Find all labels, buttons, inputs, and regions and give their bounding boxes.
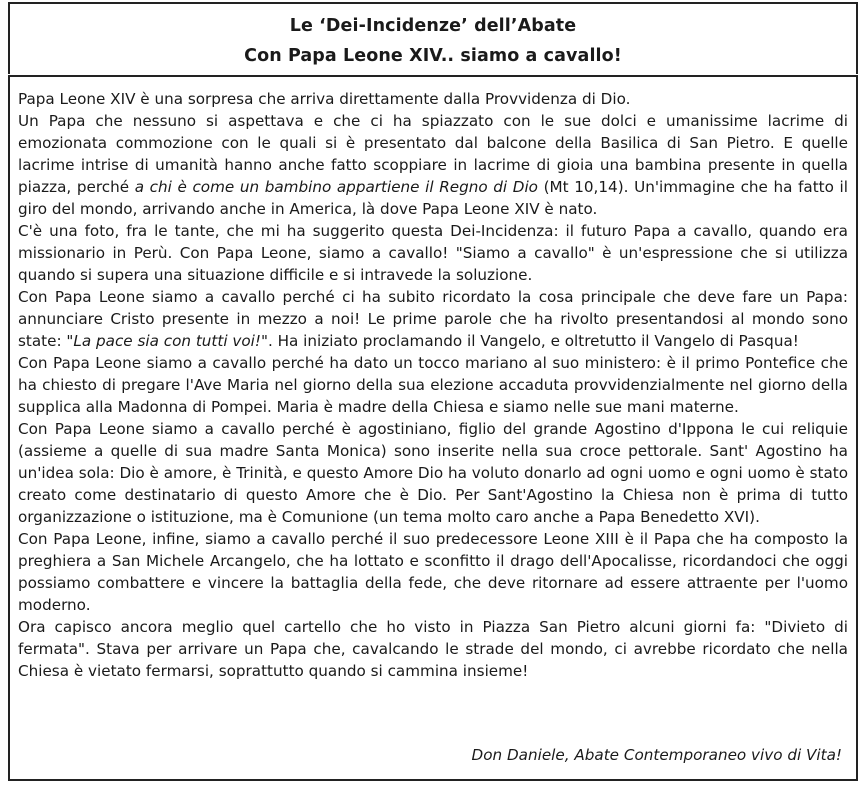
gospel-quote: a chi è come un bambino appartiene il Regno di Dio [134, 178, 538, 196]
paragraph-announce-text-b: . Ha iniziato proclamando il Vangelo, e oltretutto il Vangelo di Pasqua! [267, 332, 799, 350]
article-title: Le ‘Dei-Incidenze’ dell’Abate [289, 16, 577, 36]
paragraph-announce-text-a: Con Papa Leone siamo a cavallo perché ci ha subito ricordato la cosa principale che deve fare un Papa: annunciare Cristo presente in mezzo a noi! Le prime parole che ha rivolto presentandosi al mondo sono state: [18, 288, 848, 350]
signature: Don Daniele, Abate Contemporaneo vivo di Vita! [471, 746, 842, 764]
paragraph-intro: Papa Leone XIV è una sorpresa che arriva direttamente dalla Provvidenza di Dio. [18, 90, 631, 108]
peace-quote: "La pace sia con tutti voi!" [66, 332, 268, 350]
paragraph-tears [18, 110, 848, 220]
paragraph-announce-christ [18, 286, 848, 352]
article-body [18, 88, 848, 682]
paragraph-no-stopping: Ora capisco ancora meglio quel cartello che ho visto in Piazza San Pietro alcuni giorni fa: "Divieto di fermata". Stava per arrivare un Papa che, cavalcando le strade del mondo, ci avrebbe ricordato che nella Chiesa è vietato fermarsi, soprattutto quando si cammina insieme! [18, 618, 848, 680]
paragraph-leo-xiii: Con Papa Leone, infine, siamo a cavallo perché il suo predecessore Leone XIII è il Papa che ha composto la preghiera a San Michele Arcangelo, che ha lottato e sconfitto il drago dell'Apocalisse, ricordandoci che oggi possiamo combattere e vincere la battaglia della fede, che deve ritornare ad essere attraente per l'uomo moderno. [18, 530, 848, 614]
article-subtitle: Con Papa Leone XIV.. siamo a cavallo! [244, 46, 622, 66]
paragraph-marian: Con Papa Leone siamo a cavallo perché ha dato un tocco mariano al suo ministero: è il primo Pontefice che ha chiesto di pregare l'Ave Maria nel giorno della sua elezione accaduta provvidenzialmente nel giorno della supplica alla Madonna di Pompei. Maria è madre della Chiesa e siamo nelle sue mani materne. [18, 354, 848, 416]
paragraph-tears-text-a: Un Papa che nessuno si aspettava e che ci ha spiazzato con le sue dolci e umanissime lacrime di emozionata commozione con le quali si è presentato dal balcone della Basilica di San Pietro. E quelle lacrime intrise di umanità hanno anche fatto scoppiare in lacrime di gioia una bambina presente in quella piazza, perché [18, 112, 848, 196]
paragraph-tears-text-b: (Mt 10,14). Un'immagine che ha fatto il giro del mondo, arrivando anche in America, là dove Papa Leone XIV è nato. [18, 178, 848, 218]
paragraph-augustinian: Con Papa Leone siamo a cavallo perché è agostiniano, figlio del grande Agostino d'Ippona le cui reliquie (assieme a quelle di sua madre Santa Monica) sono inserite nella sua croce pettorale. Sant' Agostino ha un'idea sola: Dio è amore, è Trinità, e questo Amore Dio ha voluto donarlo ad ogni uomo e ogni uomo è stato creato come destinatario di questo Amore che è Dio. Per Sant'Agostino la Chiesa non è prima di tutto organizzazione o istituzione, ma è Comunione (un tema molto caro anche a Papa Benedetto XVI). [18, 420, 848, 526]
paragraph-horse-photo: C'è una foto, fra le tante, che mi ha suggerito questa Dei-Incidenza: il futuro Papa a cavallo, quando era missionario in Perù. Con Papa Leone, siamo a cavallo! "Siamo a cavallo" è un'espressione che si utilizza quando si supera una situazione difficile e si intravede la soluzione. [18, 222, 848, 284]
